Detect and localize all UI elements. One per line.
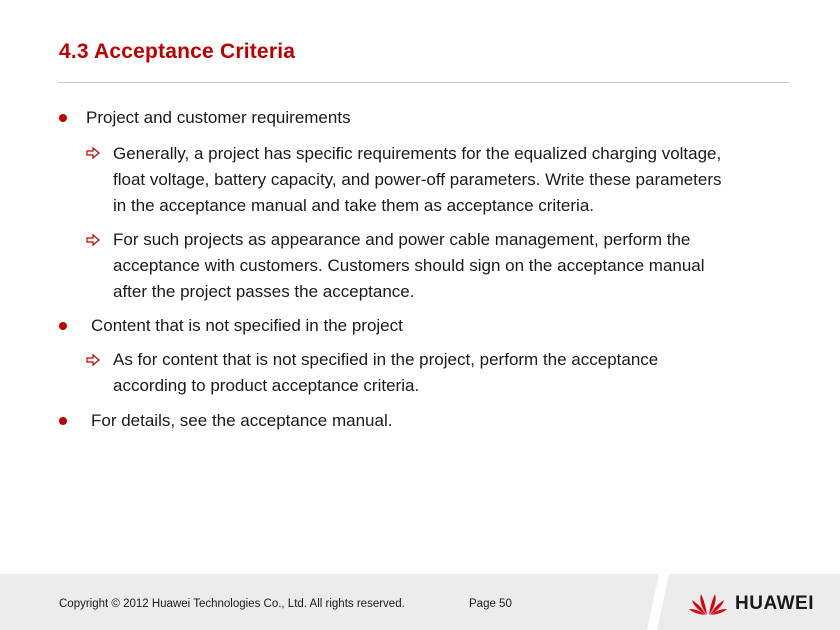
arrow-right-icon <box>86 234 100 246</box>
bullet-dot-icon <box>59 114 67 122</box>
bullet-text: Content that is not specified in the project <box>91 316 403 335</box>
page-number: Page 50 <box>469 598 512 610</box>
bullet-dot-icon <box>59 417 67 425</box>
arrow-right-icon <box>86 354 100 366</box>
title-divider <box>58 82 789 83</box>
sub-bullet-text: Generally, a project has specific requirements for the equalized charging voltage, float voltage, battery capacity, and power-off parameters. Write these parameters in the acceptance manual and take them as acceptance criteria. <box>113 144 722 215</box>
huawei-petal-icon <box>688 588 728 616</box>
bullet-text: Project and customer requirements <box>86 108 351 127</box>
huawei-logo-text: HUAWEI <box>735 593 814 614</box>
sub-bullet-text: For such projects as appearance and power cable management, perform the acceptance with customers. Customers should sign on the acceptance manual after the project passes the acceptance. <box>113 230 705 301</box>
footer-slash-decoration <box>647 574 669 630</box>
arrow-right-icon <box>86 147 100 159</box>
slide-title: 4.3 Acceptance Criteria <box>59 40 296 63</box>
bullet-dot-icon <box>59 322 67 330</box>
sub-bullet-text: As for content that is not specified in the project, perform the acceptance according to product acceptance criteria. <box>113 350 659 395</box>
bullet-text: For details, see the acceptance manual. <box>91 411 393 430</box>
copyright-text: Copyright © 2012 Huawei Technologies Co., Ltd. All rights reserved. <box>59 598 405 610</box>
